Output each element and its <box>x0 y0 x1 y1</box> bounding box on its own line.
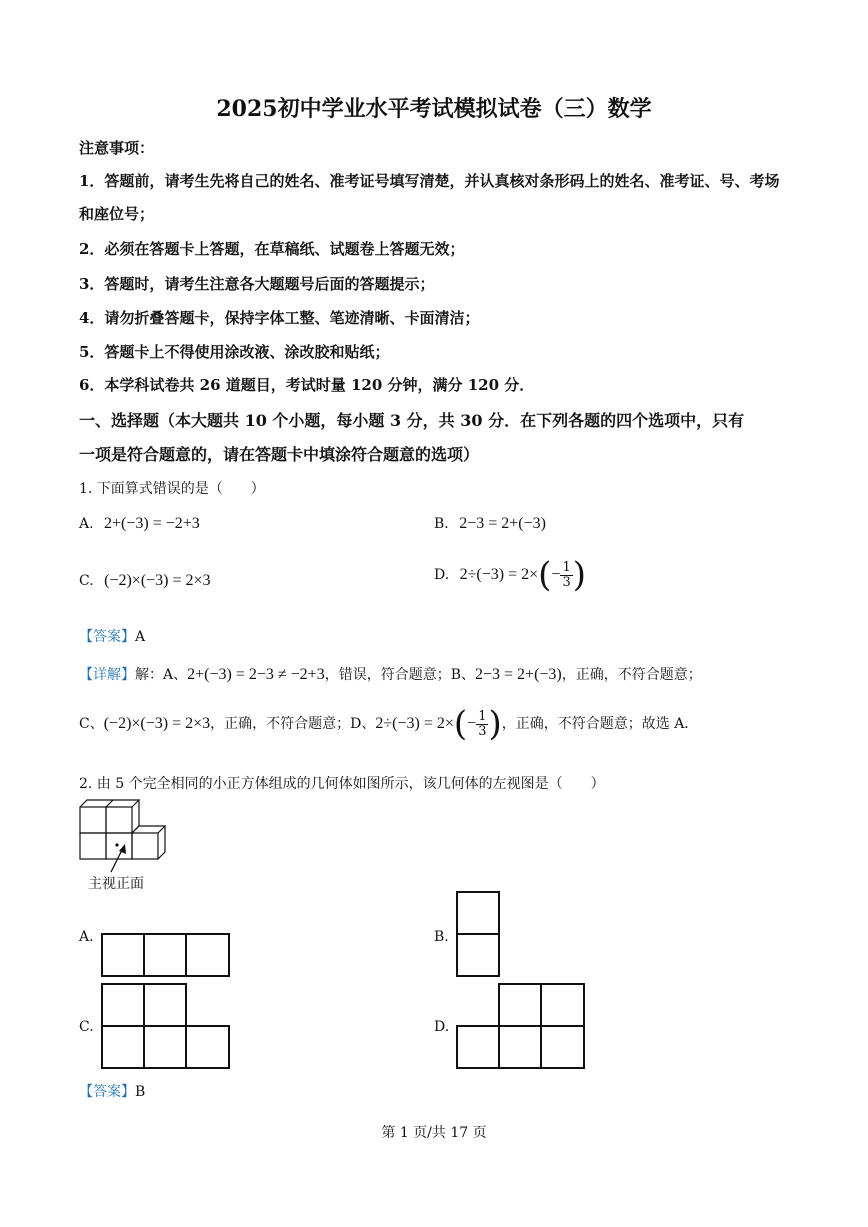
q1-option-d: D. 2÷(−3) = 2×(− $\frac{1}{3}$ ) <box>434 555 586 595</box>
note-item-5: 5．答题卡上不得使用涂改液、涂改胶和贴纸； <box>79 343 390 361</box>
q1-answer <box>79 626 145 646</box>
q2-answer-tag: 【答案】 <box>79 1084 135 1100</box>
section-heading-line1: 一、选择题（本大题共 10 个小题，每小题 3 分，共 30 分．在下列各题的四个选项中，只有 <box>79 411 745 430</box>
q1-detail2-text-a: C、 <box>79 716 104 732</box>
q1-detail-expr-2: 2−3 = 2+(−3) <box>475 666 562 683</box>
q1-option-b-label: B. <box>434 516 449 532</box>
q1-detail2-fraction <box>476 710 488 739</box>
page-footer: 第 1 页/共 17 页 <box>381 1125 487 1141</box>
front-view-arrow-icon <box>105 842 135 874</box>
q1-option-c-label: C. <box>79 573 94 589</box>
q2-stem: 2. 由 5 个完全相同的小正方体组成的几何体如图所示，该几何体的左视图是（ ） <box>79 776 605 792</box>
q1-option-d-label: D. <box>434 567 450 583</box>
q1-detail-line2: C、(−2)×(−3) = 2×3，正确，不符合题意；D、2÷(−3) = 2×(− $\frac{1}{3}$ )，正确，不符合题意；故选 A． <box>79 704 699 744</box>
q1-detail2-text-b: ，正确，不符合题意；D、 <box>210 716 376 732</box>
q1-detail-text-a: 解：A、 <box>135 667 188 683</box>
q1-option-d-frac-sign: − <box>551 566 561 583</box>
q1-option-a-expr: 2+(−3) = −2+3 <box>104 515 200 532</box>
q1-detail-tag: 【详解】 <box>79 667 135 683</box>
q1-detail-text-b: ，错误，符合题意；B、 <box>324 667 475 683</box>
q1-detail-text-c: ，正确，不符合题意； <box>561 667 702 683</box>
q2-answer-value: B <box>135 1084 146 1100</box>
q1-answer-tag: 【答案】 <box>79 629 135 645</box>
q1-option-c <box>79 572 211 590</box>
q1-option-d-fraction <box>560 561 572 590</box>
q1-option-c-expr: (−2)×(−3) = 2×3 <box>104 572 211 589</box>
q1-detail2-frac-den: 3 <box>478 723 487 739</box>
q1-detail-expr-1: 2+(−3) = 2−3 ≠ −2+3 <box>187 666 325 683</box>
note-item-6: 6．本学科试卷共 26 道题目，考试时量 120 分钟，满分 120 分． <box>79 376 535 394</box>
q1-option-d-frac-den: 3 <box>562 574 571 590</box>
note-item-3: 3．答题时，请考生注意各大题题号后面的答题提示； <box>79 275 435 293</box>
q1-detail2-frac-num: 1 <box>478 708 487 724</box>
q2-answer <box>79 1081 145 1101</box>
section-heading-line2: 一项是符合题意的，请在答题卡中填涂符合题意的选项） <box>79 445 480 464</box>
q2-option-a-label: A. <box>79 929 94 945</box>
q2-option-c-view <box>101 983 231 1070</box>
q1-detail-line1 <box>79 664 702 684</box>
q1-detail2-expr-2: 2÷(−3) = 2× <box>375 715 454 732</box>
q2-figure-caption: 主视正面 <box>88 876 144 892</box>
note-item-1-cont: 和座位号； <box>79 205 155 223</box>
q2-option-d-view <box>456 983 586 1070</box>
q1-option-a-label: A. <box>79 516 94 532</box>
q1-detail2-expr-1: (−2)×(−3) = 2×3 <box>103 715 211 732</box>
q2-option-b-label: B. <box>434 929 449 945</box>
page-title: 2025初中学业水平考试模拟试卷（三）数学 <box>216 96 652 122</box>
q2-option-b-view <box>456 891 500 978</box>
note-item-2: 2．必须在答题卡上答题，在草稿纸、试题卷上答题无效； <box>79 240 465 258</box>
q1-option-d-frac-num: 1 <box>562 559 571 575</box>
q1-detail2-frac-sign: − <box>467 715 477 732</box>
q2-option-a-view <box>101 933 231 977</box>
q1-detail2-text-c: ，正确，不符合题意；故选 A． <box>501 716 699 732</box>
notes-heading: 注意事项： <box>79 139 155 157</box>
note-item-4: 4．请勿折叠答题卡，保持字体工整、笔迹清晰、卡面清洁； <box>79 309 480 327</box>
q2-option-d-label: D. <box>434 1019 450 1035</box>
q1-answer-value: A <box>135 629 146 645</box>
q1-option-b <box>434 515 546 533</box>
q1-option-b-expr: 2−3 = 2+(−3) <box>459 515 546 532</box>
q2-option-c-label: C. <box>79 1019 94 1035</box>
q1-stem: 1. 下面算式错误的是（ ） <box>79 481 265 497</box>
q1-option-a <box>79 515 200 533</box>
note-item-1: 1．答题前，请考生先将自己的姓名、准考证号填写清楚，并认真核对条形码上的姓名、准考证、号、考场 <box>79 172 780 190</box>
q1-option-d-expr: 2÷(−3) = 2× <box>459 566 539 583</box>
